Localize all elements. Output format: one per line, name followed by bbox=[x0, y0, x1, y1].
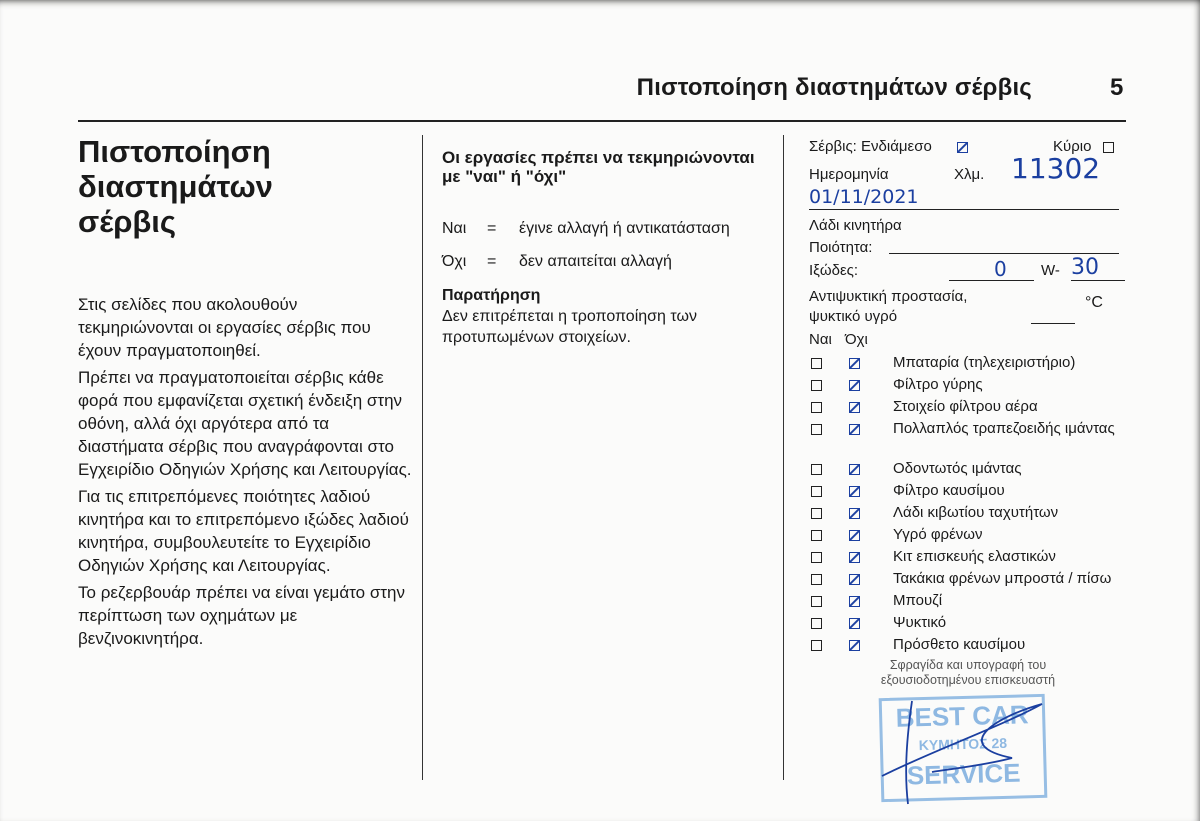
heading-line: Πιστοποίηση bbox=[78, 134, 271, 169]
stamp-caption: Σφραγίδα και υπογραφή του εξουσιοδοτημένου επισκευαστή bbox=[880, 658, 1056, 687]
yes-checkbox[interactable] bbox=[811, 574, 822, 585]
signature bbox=[872, 696, 1072, 806]
definition-eq: = bbox=[487, 220, 497, 237]
stamp-line: SERVICE bbox=[906, 757, 1021, 791]
date-value[interactable]: 01/11/2021 bbox=[809, 186, 919, 208]
intermediate-checkbox[interactable] bbox=[957, 142, 968, 153]
no-checkbox[interactable] bbox=[849, 464, 860, 475]
viscosity-label: Ιξώδες: bbox=[809, 262, 859, 279]
yes-checkbox[interactable] bbox=[811, 380, 822, 391]
item-label: Φίλτρο καυσίμου bbox=[893, 482, 1005, 499]
no-checkbox[interactable] bbox=[849, 424, 860, 435]
no-checkbox[interactable] bbox=[849, 402, 860, 413]
item-label: Οδοντωτός ιμάντας bbox=[893, 460, 1022, 477]
yes-column-label: Ναι bbox=[809, 331, 832, 348]
definition-key: Όχι bbox=[442, 253, 467, 270]
viscosity-value: 0 bbox=[994, 257, 1007, 281]
viscosity-separator: W- bbox=[1041, 262, 1060, 279]
yes-checkbox[interactable] bbox=[811, 596, 822, 607]
no-checkbox[interactable] bbox=[849, 552, 860, 563]
left-column bbox=[78, 134, 413, 654]
section-heading bbox=[78, 134, 413, 239]
item-label: Φίλτρο γύρης bbox=[893, 376, 983, 393]
yes-checkbox[interactable] bbox=[811, 552, 822, 563]
item-label: Τακάκια φρένων μπροστά / πίσω bbox=[893, 570, 1112, 587]
no-checkbox[interactable] bbox=[849, 640, 860, 651]
item-label: Ψυκτικό bbox=[893, 614, 947, 631]
definition-key: Ναι bbox=[442, 220, 467, 237]
definition-eq: = bbox=[487, 253, 497, 270]
date-label: Ημερομηνία bbox=[809, 166, 889, 183]
no-checkbox[interactable] bbox=[849, 380, 860, 391]
note-text: Δεν επιτρέπεται η τροποποίηση των προτυπωμένων στοιχείων. bbox=[442, 308, 697, 346]
main-label: Κύριο bbox=[1053, 138, 1092, 155]
antifreeze-field[interactable] bbox=[1031, 323, 1075, 324]
yes-checkbox[interactable] bbox=[811, 618, 822, 629]
no-checkbox[interactable] bbox=[849, 530, 860, 541]
item-label: Κιτ επισκευής ελαστικών bbox=[893, 548, 1056, 565]
header-title: Πιστοποίηση διαστημάτων σέρβις bbox=[636, 74, 1032, 101]
antifreeze-label: Αντιψυκτική προστασία, ψυκτικό υγρό bbox=[809, 288, 968, 325]
viscosity-value-2: 30 bbox=[1071, 255, 1099, 280]
heading-line: διαστημάτων bbox=[78, 169, 273, 204]
quality-label: Ποιότητα: bbox=[809, 239, 873, 256]
no-checkbox[interactable] bbox=[849, 596, 860, 607]
column-divider bbox=[422, 135, 423, 780]
yes-checkbox[interactable] bbox=[811, 486, 822, 497]
no-checkbox[interactable] bbox=[849, 508, 860, 519]
subheading: Οι εργασίες πρέπει να τεκμηριώνονται με "ναι" ή "όχι" bbox=[442, 148, 755, 186]
definition-yes bbox=[442, 218, 772, 239]
yes-checkbox[interactable] bbox=[811, 530, 822, 541]
definition-no bbox=[442, 251, 772, 272]
paragraph: Πρέπει να πραγματοποιείται σέρβις κάθε φορά που εμφανίζεται σχετική ένδειξη στην οθόνη, αλλά όχι αργότερα από τα διαστήματα σέρβις που αναγράφονται στο Εγχειρίδιο Οδηγιών Χρήσης και Λειτουργίας. bbox=[78, 368, 412, 479]
item-label: Λάδι κιβωτίου ταχυτήτων bbox=[893, 504, 1059, 521]
column-divider bbox=[783, 135, 784, 780]
yes-checkbox[interactable] bbox=[811, 424, 822, 435]
yes-checkbox[interactable] bbox=[811, 402, 822, 413]
paragraph: Για τις επιτρεπόμενες ποιότητες λαδιού κινητήρα και το επιτρεπόμενο ιξώδες λαδιού κινητήρα, συμβουλευτείτε το Εγχειρίδιο Οδηγιών Χρήσης και Λειτουργίας. bbox=[78, 487, 409, 575]
yes-checkbox[interactable] bbox=[811, 464, 822, 475]
yes-checkbox[interactable] bbox=[811, 640, 822, 651]
item-label: Μπαταρία (τηλεχειριστήριο) bbox=[893, 354, 1076, 371]
paragraph: Στις σελίδες που ακολουθούν τεκμηριώνονται οι εργασίες σέρβις που έχουν πραγματοποιηθεί. bbox=[78, 295, 371, 360]
middle-column bbox=[442, 148, 772, 348]
yes-checkbox[interactable] bbox=[811, 358, 822, 369]
item-label: Μπουζί bbox=[893, 592, 943, 609]
intermediate-label: Ενδιάμεσο bbox=[861, 138, 932, 155]
heading-line: σέρβις bbox=[78, 204, 177, 239]
antifreeze-unit: °C bbox=[1085, 294, 1103, 311]
header-rule bbox=[78, 120, 1126, 122]
item-label: Πρόσθετο καυσίμου bbox=[893, 636, 1026, 653]
definition-value: δεν απαιτείται αλλαγή bbox=[519, 253, 672, 270]
service-type-label bbox=[809, 137, 932, 157]
page-number: 5 bbox=[1110, 74, 1124, 101]
note-title: Παρατήρηση bbox=[442, 287, 541, 304]
km-label: Χλμ. bbox=[954, 166, 985, 183]
stamp-line: BEST CAR bbox=[895, 699, 1029, 733]
no-column-label: Όχι bbox=[845, 331, 868, 348]
item-label: Στοιχείο φίλτρου αέρα bbox=[893, 398, 1038, 415]
paragraph: Το ρεζερβουάρ πρέπει να είναι γεμάτο στην περίπτωση των οχημάτων με βενζινοκινητήρα. bbox=[78, 583, 405, 648]
service-label: Σέρβις: bbox=[809, 138, 857, 155]
item-label: Υγρό φρένων bbox=[893, 526, 983, 543]
date-km-line bbox=[809, 209, 1119, 210]
quality-field[interactable] bbox=[889, 253, 1119, 254]
no-checkbox[interactable] bbox=[849, 358, 860, 369]
no-checkbox[interactable] bbox=[849, 486, 860, 497]
yes-checkbox[interactable] bbox=[811, 508, 822, 519]
stamp-line: ΚΥΜΗΤΟΣ 28 bbox=[918, 734, 1008, 754]
km-value[interactable]: 11302 bbox=[1011, 152, 1101, 185]
definition-value: έγινε αλλαγή ή αντικατάσταση bbox=[519, 220, 730, 237]
no-checkbox[interactable] bbox=[849, 618, 860, 629]
main-checkbox[interactable] bbox=[1103, 142, 1114, 153]
viscosity-field-1[interactable] bbox=[949, 280, 1034, 281]
no-checkbox[interactable] bbox=[849, 574, 860, 585]
item-label: Πολλαπλός τραπεζοειδής ιμάντας bbox=[893, 420, 1115, 437]
engine-oil-label: Λάδι κινητήρα bbox=[809, 217, 902, 234]
